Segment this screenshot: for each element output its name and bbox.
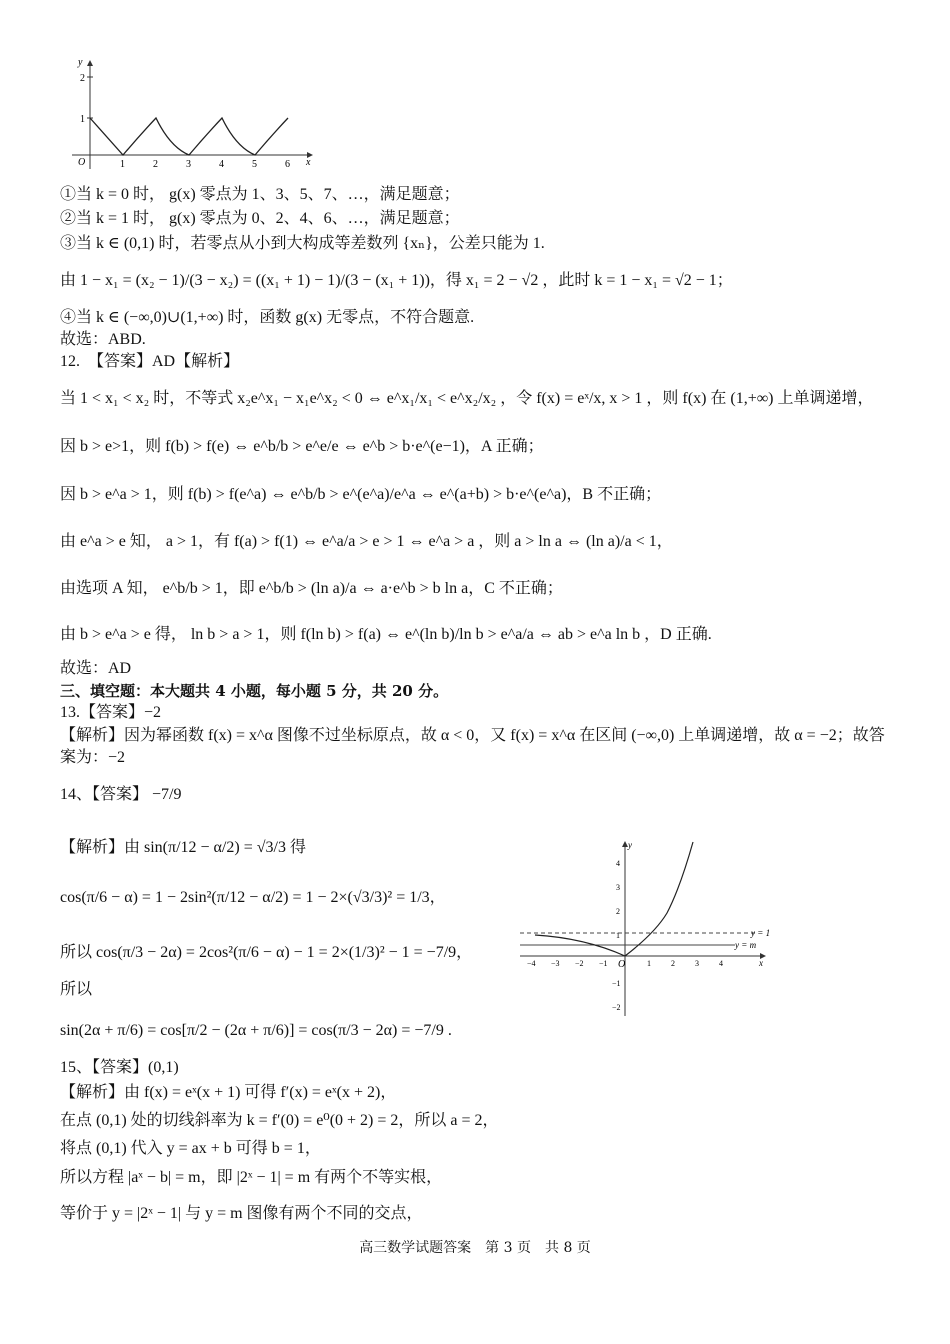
line-case-3: ③当 k ∈ (0,1) 时，若零点从小到大构成等差数列 {xₙ}，公差只能为 1. (60, 235, 545, 252)
graph2-ytick-neg2: −2 (612, 1003, 621, 1012)
graph2-xtick-neg4: −4 (527, 959, 536, 968)
q14-step-5: sin(2α + π/6) = cos[π/2 − (2α + π/6)] = cos(π/3 − 2α) = −7/9 . (60, 1022, 452, 1039)
q15-step-1: 【解析】由 f(x) = eˣ(x + 1) 可得 f′(x) = eˣ(x + 2)， (60, 1084, 397, 1101)
graph2-ytick-3: 3 (616, 883, 620, 892)
graph1-xtick-2: 2 (153, 159, 158, 170)
line-derivation: 由 1 − x₁ = (x₂ − 1)/(3 − x₂) = ((x₁ + 1) − 1)/(3 − (x₁ + 1))，得 x₁ = 2 − √2 ，此时 k = 1 − x₁ = √2 − 1； (60, 272, 733, 289)
section-heading: 三、填空题：本大题共 4 小题，每小题 5 分，共 20 分。 (60, 682, 449, 700)
q14-step-1: 【解析】由 sin(π/12 − α/2) = √3/3 得 (60, 839, 306, 856)
graph1-xtick-4: 4 (219, 159, 224, 170)
q12-answer: 12. 【答案】AD【解析】 (60, 353, 240, 370)
graph2-label-ym: y = m (735, 940, 757, 950)
line-case-1: ①当 k = 0 时， g(x) 零点为 1、3、5、7、…，满足题意； (60, 186, 460, 203)
graph2-y-label: y (628, 840, 632, 850)
line-case-4: ④当 k ∈ (−∞,0)∪(1,+∞) 时，函数 g(x) 无零点，不符合题意. (60, 309, 475, 326)
graph2-ytick-neg1: −1 (612, 979, 621, 988)
q14-step-3: 所以 cos(π/3 − 2α) = 2cos²(π/6 − α) − 1 = 2×(1/3)² − 1 = −7/9， (60, 944, 473, 961)
q12-option-c: 由选项 A 知， e^b/b > 1，即 e^b/b > (ln a)/a ⇔ a·e^b > b ln a，C 不正确； (60, 580, 563, 597)
q12-option-a: 因 b > e>1，则 f(b) > f(e) ⇔ e^b/b > e^e/e ⇔ e^b > b·e^(e−1)，A 正确； (60, 438, 544, 455)
graph2-xtick-neg2: −2 (575, 959, 584, 968)
q15-step-4: 所以方程 |aˣ − b| = m，即 |2ˣ − 1| = m 有两个不等实根， (60, 1169, 443, 1186)
graph1-xtick-5: 5 (252, 159, 257, 170)
graph1-x-label: x (306, 157, 311, 168)
q13-answer: 13.【答案】−2 (60, 704, 162, 721)
graph1-y-label: y (78, 57, 83, 68)
graph2-origin: O (618, 959, 626, 970)
graph2-ytick-2: 2 (616, 907, 620, 916)
q14-answer: 14、【答案】 −7/9 (60, 786, 182, 803)
q14-step-2: cos(π/6 − α) = 1 − 2sin²(π/12 − α/2) = 1 − 2×(√3/3)² = 1/3， (60, 889, 446, 906)
q15-answer: 15、【答案】(0,1) (60, 1059, 179, 1076)
graph2-xtick-3: 3 (695, 959, 699, 968)
q12-conclusion: 故选：AD (60, 660, 132, 677)
graph-abs-exponential (515, 838, 780, 1018)
graph2-xtick-neg3: −3 (551, 959, 560, 968)
graph2-xtick-neg1: −1 (599, 959, 608, 968)
graph1-curve (90, 118, 288, 155)
q15-step-3: 将点 (0,1) 代入 y = ax + b 可得 b = 1， (60, 1140, 321, 1157)
graph2-ytick-1: 1 (616, 931, 620, 940)
graph2-curve (535, 842, 693, 956)
graph2-ytick-4: 4 (616, 859, 620, 868)
graph2-x-label: x (759, 958, 763, 968)
q13-analysis: 【解析】因为幂函数 f(x) = x^α 图像不过坐标原点，故 α < 0，又 f(x) = x^α 在区间 (−∞,0) 上单调递增，故 α = −2；故答案为：−2 (60, 727, 885, 766)
line-case-2: ②当 k = 1 时， g(x) 零点为 0、2、4、6、…，满足题意； (60, 210, 460, 227)
graph1-ytick-1: 1 (80, 114, 85, 125)
q14-step-4: 所以 (60, 981, 93, 998)
graph-zigzag (60, 55, 330, 180)
graph2-label-y1: y = 1 (751, 928, 771, 938)
q12-option-b: 因 b > e^a > 1，则 f(b) > f(e^a) ⇔ e^b/b > e^(e^a)/e^a ⇔ e^(a+b) > b·e^(e^a)，B 不正确； (60, 486, 662, 503)
graph1-ytick-2: 2 (80, 73, 85, 84)
graph1-xtick-6: 6 (285, 159, 290, 170)
q12-monotone: 当 1 < x₁ < x₂ 时，不等式 x₂e^x₁ − x₁e^x₂ < 0 ⇔ e^x₁/x₁ < e^x₂/x₂ ，令 f(x) = eˣ/x, x > 1 ，则 f(x) 在 (1,+∞) 上单调递增， (60, 390, 874, 407)
page-footer: 高三数学试题答案 第 3 页 共 8 页 (359, 1240, 591, 1256)
q15-step-2: 在点 (0,1) 处的切线斜率为 k = f′(0) = e⁰(0 + 2) = 2，所以 a = 2， (60, 1112, 499, 1129)
q12-lemma: 由 e^a > e 知， a > 1，有 f(a) > f(1) ⇔ e^a/a > e > 1 ⇔ e^a > a ，则 a > ln a ⇔ (ln a)/a < 1， (60, 533, 673, 550)
line-conclusion-11: 故选：ABD. (60, 331, 146, 348)
q15-step-5: 等价于 y = |2ˣ − 1| 与 y = m 图像有两个不同的交点， (60, 1205, 423, 1222)
graph2-xtick-2: 2 (671, 959, 675, 968)
graph1-origin: O (78, 157, 86, 168)
graph2-xtick-4: 4 (719, 959, 723, 968)
graph1-xtick-1: 1 (120, 159, 125, 170)
graph2-xtick-1: 1 (647, 959, 651, 968)
q12-option-d: 由 b > e^a > e 得， ln b > a > 1，则 f(ln b) > f(a) ⇔ e^(ln b)/ln b > e^a/a ⇔ ab > e^a ln b ，D 正确. (60, 626, 712, 643)
graph1-xtick-3: 3 (186, 159, 191, 170)
